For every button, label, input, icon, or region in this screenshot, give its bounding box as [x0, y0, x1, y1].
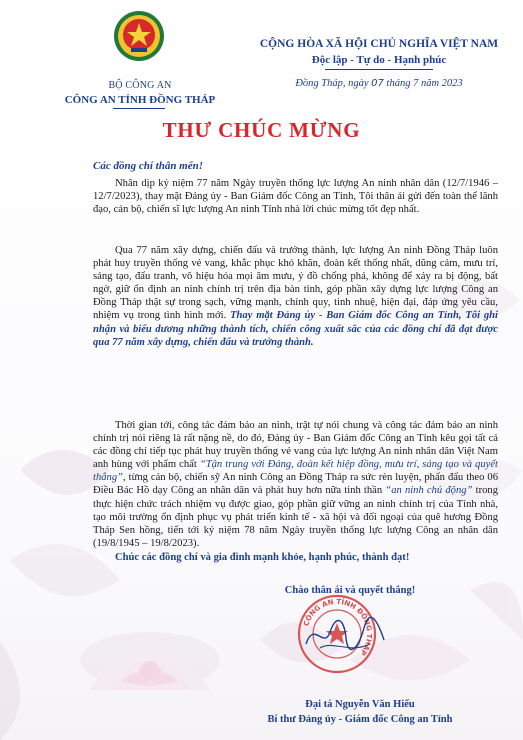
closing-salutation: Chào thân ái và quyết thắng! [284, 585, 416, 596]
motto-divider [325, 69, 433, 70]
paragraph-2-text: Qua 77 năm xây dựng, chiến đấu và trưởng thành, lực lượng An ninh Đồng Tháp luôn phát huy truyền thống vẻ vang, khắc phục khó khăn, đoàn kết thống nhất, dũng cảm, mưu trí, sáng tạo, đấu tranh, vô hiệu hóa mọi âm mưu, ý đồ chống phá, không để xảy ra bị động, bất ngờ, giữ ổn định an ninh chính trị trên địa bàn tỉnh, góp phần xây dựng lực lượng Công an Đồng Tháp thật sự trong sạch, vững mạnh, chính quy, tinh nhuệ, hiện đại, đáp ứng yêu cầu, nhiệm vụ trong tình hình mới. [93, 245, 498, 322]
date-day-handwritten: 07 [371, 78, 384, 89]
dateline [245, 78, 513, 89]
national-motto: Độc lập - Tự do - Hạnh phúc [311, 54, 447, 66]
signer-position: Bí thư Đảng ủy - Giám đốc Công an Tỉnh [267, 714, 453, 725]
paragraph-3-text-a: Thời gian tới, công tác đảm bảo an ninh, trật tự nói chung và công tác đảm bảo an ninh chính trị nói riêng là rất nặng nề, do đó, Đảng ủy - Ban Giám đốc Công an Tỉnh kêu gọi tất cả các đồng chí tiếp tục phát huy truyền thống vẻ vang của lực lượng An ninh nhân dân Việt Nam anh hùng với phẩm chất [93, 420, 498, 471]
paragraph-3-text-b: , từng cán bộ, chiến sỹ An ninh Công an Đồng Tháp ra sức rèn luyện, phấn đấu theo 06 Điều Bác Hồ dạy Công an nhân dân và phát huy hơn nữa tinh thần [93, 472, 498, 497]
paragraph-1-text: Nhân dịp kỷ niệm 77 năm Ngày truyền thống lực lượng An ninh nhân dân (12/7/1946 – 12/7/2023), thay mặt Đảng ủy - Ban Giám đốc Công an Tỉnh, Tôi thân ái gửi đến toàn thể lãnh đạo, cán bộ, chiến sĩ lực lượng An ninh Tỉnh nhà lời chúc mừng tốt đẹp nhất. [93, 178, 498, 216]
date-suffix: tháng 7 năm 2023 [383, 78, 463, 89]
police-emblem-icon [113, 10, 165, 62]
handwritten-signature [300, 610, 390, 660]
signer-name: Đại tá Nguyễn Văn Hiếu [305, 699, 415, 710]
date-prefix: Đồng Tháp, ngày [295, 78, 372, 89]
paragraph-3-text-c: trong thực hiện chức trách nhiệm vụ được giao, góp phần giữ vững an ninh chính trị của Tỉnh nhà, tạo môi trường ổn định phục vụ phát triển kinh tế - xã hội và đối ngoại của quê hương Đồng Tháp Sen hồng, tiến tới kỷ niệm 78 năm Ngày truyền thống lực lượng Công an nhân dân (19/8/1945 – 19/8/2023). [93, 485, 498, 549]
paragraph-3-quote-1: “Tận trung với Đảng, đoàn kết hiệp đồng, mưu trí, sáng tạo và quyết thắng” [93, 459, 498, 484]
paragraph-1 [93, 177, 498, 216]
department-name: CÔNG AN TỈNH ĐỒNG THÁP [64, 94, 216, 106]
paragraph-2 [93, 244, 498, 349]
paragraph-2-emphasis: Thay mặt Đảng ủy - Ban Giám đốc Công an Tỉnh, Tôi ghi nhận và biểu dương những thành tích, chiến công xuất sắc của các đồng chí đã đạt được qua 77 năm xây dựng, chiến đấu và trưởng thành. [93, 310, 499, 348]
letter-title: THƯ CHÚC MỪNG [162, 118, 361, 142]
ministry-name: BỘ CÔNG AN [108, 80, 172, 91]
paragraph-3-quote-2: “an ninh chủ động” [385, 485, 473, 497]
header-left-divider [113, 108, 165, 109]
paragraph-3 [93, 419, 498, 550]
greeting: Các đồng chí thân mến! [93, 160, 204, 172]
nation-name: CỘNG HÒA XÃ HỘI CHỦ NGHĨA VIỆT NAM [259, 38, 499, 50]
seal-text: CÔNG AN TỈNH ĐỒNG THÁP [302, 597, 374, 657]
wish-line: Chúc các đồng chí và gia đình mạnh khỏe, hạnh phúc, thành đạt! [115, 552, 410, 563]
